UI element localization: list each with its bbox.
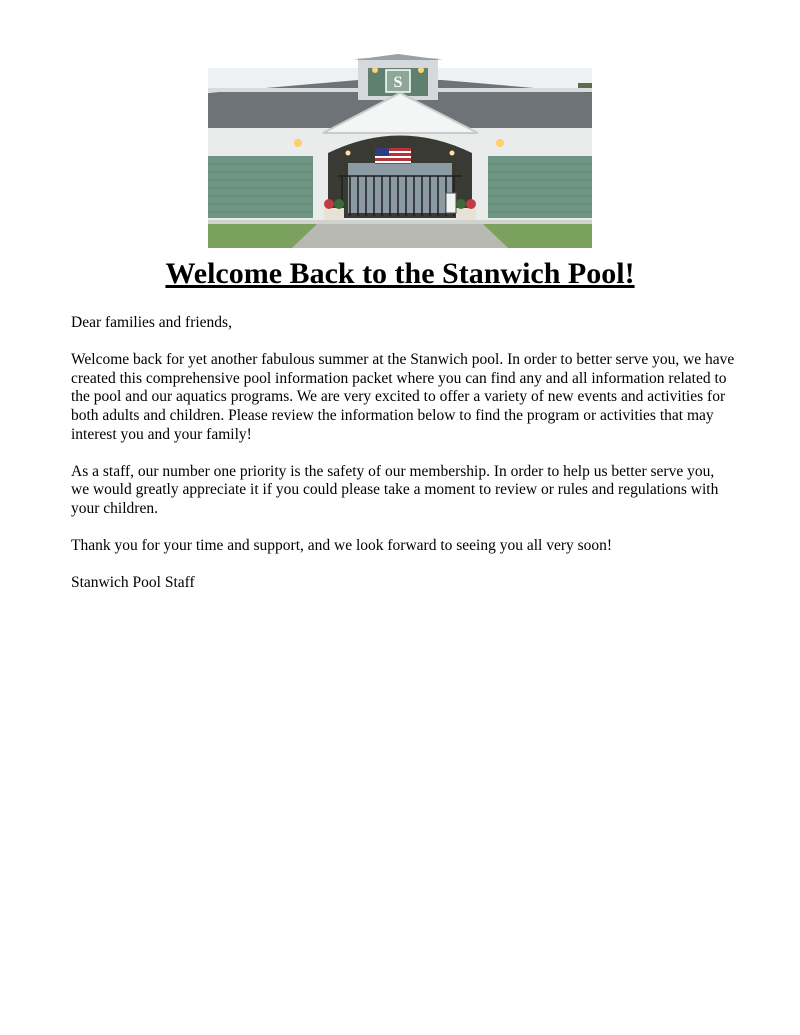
page-title: Welcome Back to the Stanwich Pool! — [165, 257, 635, 290]
letter-paragraph: As a staff, our number one priority is the safety of our membership. In order to help us better serve you, we would greatly appreciate it if you could please take a moment to review or rules and regulations with your children. — [71, 462, 719, 517]
closing-line: Thank you for your time and support, and we look forward to seeing you all very soon! — [71, 537, 613, 555]
signature: Stanwich Pool Staff — [71, 574, 195, 592]
pool-house-photo — [208, 48, 592, 248]
salutation: Dear families and friends, — [71, 314, 232, 331]
pool-emblem: S — [393, 74, 403, 91]
welcome-letter — [71, 314, 735, 612]
letter-paragraph: Welcome back for yet another fabulous summer at the Stanwich pool. In order to better serve you, we have created this comprehensive pool information packet where you can find any and all information related to the pool and our aquatics programs. We are very excited to offer a variety of new events and activities for both adults and children. Please review the information below to find the program or activities that may interest you and your family! — [71, 351, 735, 443]
